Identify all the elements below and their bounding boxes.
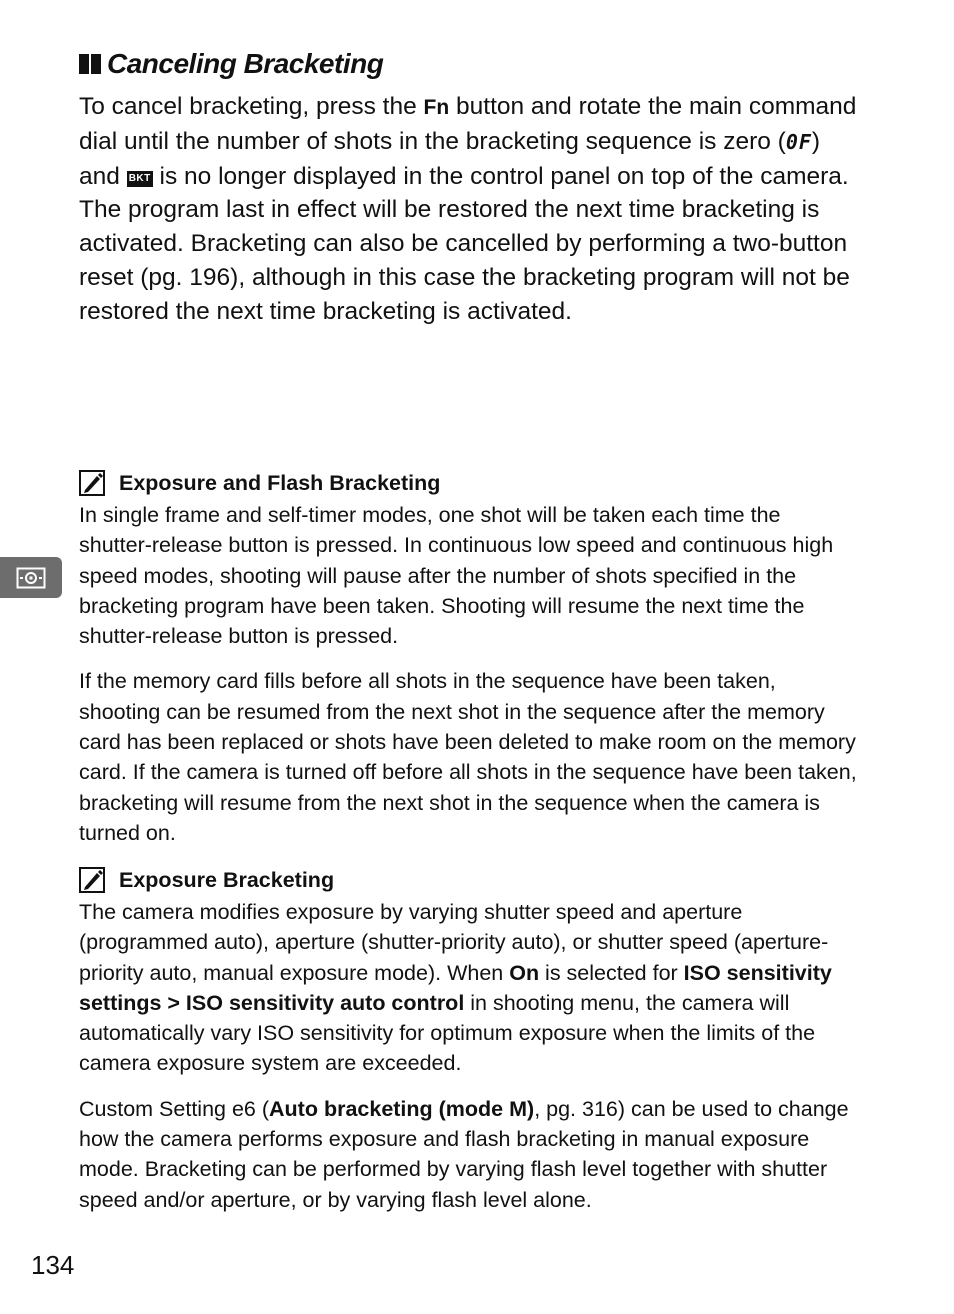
note-paragraph <box>79 1094 859 1215</box>
section-title-text: Canceling Bracketing <box>107 48 384 79</box>
chapter-side-tab <box>0 557 62 598</box>
note-paragraph <box>79 897 859 1079</box>
pencil-note-icon <box>79 867 105 893</box>
pencil-note-icon <box>79 470 105 496</box>
custom-setting-name: Auto bracketing (mode M) <box>269 1096 535 1121</box>
note-text: The camera modifies exposure by varying shutter speed and aperture (programmed auto), aperture (shutter-priority auto), or shutter speed (aperture-priority auto, manual exposure mode). When <box>79 900 829 985</box>
note-exposure-bracketing <box>79 865 859 1215</box>
section-title <box>79 48 383 80</box>
note-exposure-flash-bracketing <box>79 468 859 848</box>
note-text: , pg. 316) can be used to change how the camera performs exposure and flash bracketing in manual exposure mode. Bracketing can be performed by varying flash level together with shutter speed and/or aperture, or by varying flash level alone. <box>79 1096 849 1212</box>
intro-text-3: ) and <box>79 127 821 190</box>
option-on: On <box>509 960 540 985</box>
menu-path: ISO sensitivity settings > ISO sensitivity auto control <box>79 960 832 1015</box>
fn-button-label: Fn <box>423 96 450 119</box>
note-title: Exposure Bracketing <box>119 867 335 892</box>
note-text: in shooting menu, the camera will automatically vary ISO sensitivity for optimum exposure when the limits of the camera exposure system are exceeded. <box>79 990 816 1076</box>
page-number: 134 <box>31 1250 75 1280</box>
note-text: Custom Setting e6 ( <box>79 1096 270 1121</box>
note-title: Exposure and Flash Bracketing <box>119 470 441 495</box>
note-paragraph: In single frame and self-timer modes, one shot will be taken each time the shutter-release button is pressed. In continuous low speed and continuous high speed modes, shooting will pause after the number of shots specified in the bracketing program have been taken. Shooting will resume the next time the shutter-release button is pressed. <box>79 503 834 649</box>
intro-paragraph <box>79 90 859 329</box>
zero-shots-indicator: 0F <box>785 129 812 154</box>
section-marker-icon <box>79 54 101 74</box>
intro-text-1: To cancel bracketing, press the <box>79 93 424 120</box>
intro-text-2: button and rotate the main command dial until the number of shots in the bracketing sequence is zero ( <box>79 93 857 155</box>
bkt-icon: BKT <box>127 171 153 187</box>
note-text: is selected for <box>539 960 684 985</box>
note-paragraph: If the memory card fills before all shots in the sequence have been taken, shooting can be resumed from the next shot in the sequence after the memory card has been replaced or shots have been deleted to make room on the memory card. If the camera is turned off before all shots in the sequence have been taken, bracketing will resume from the next shot in the sequence when the camera is turned on. <box>79 669 857 845</box>
intro-text-4: is no longer displayed in the control panel on top of the camera. The program last in effect will be restored the next time bracketing is activated. Bracketing can also be cancelled by performing a two-button reset (pg. 196), although in this case the bracketing program will not be restored the next time bracketing is activated. <box>79 162 850 325</box>
shooting-mode-icon <box>16 567 46 589</box>
